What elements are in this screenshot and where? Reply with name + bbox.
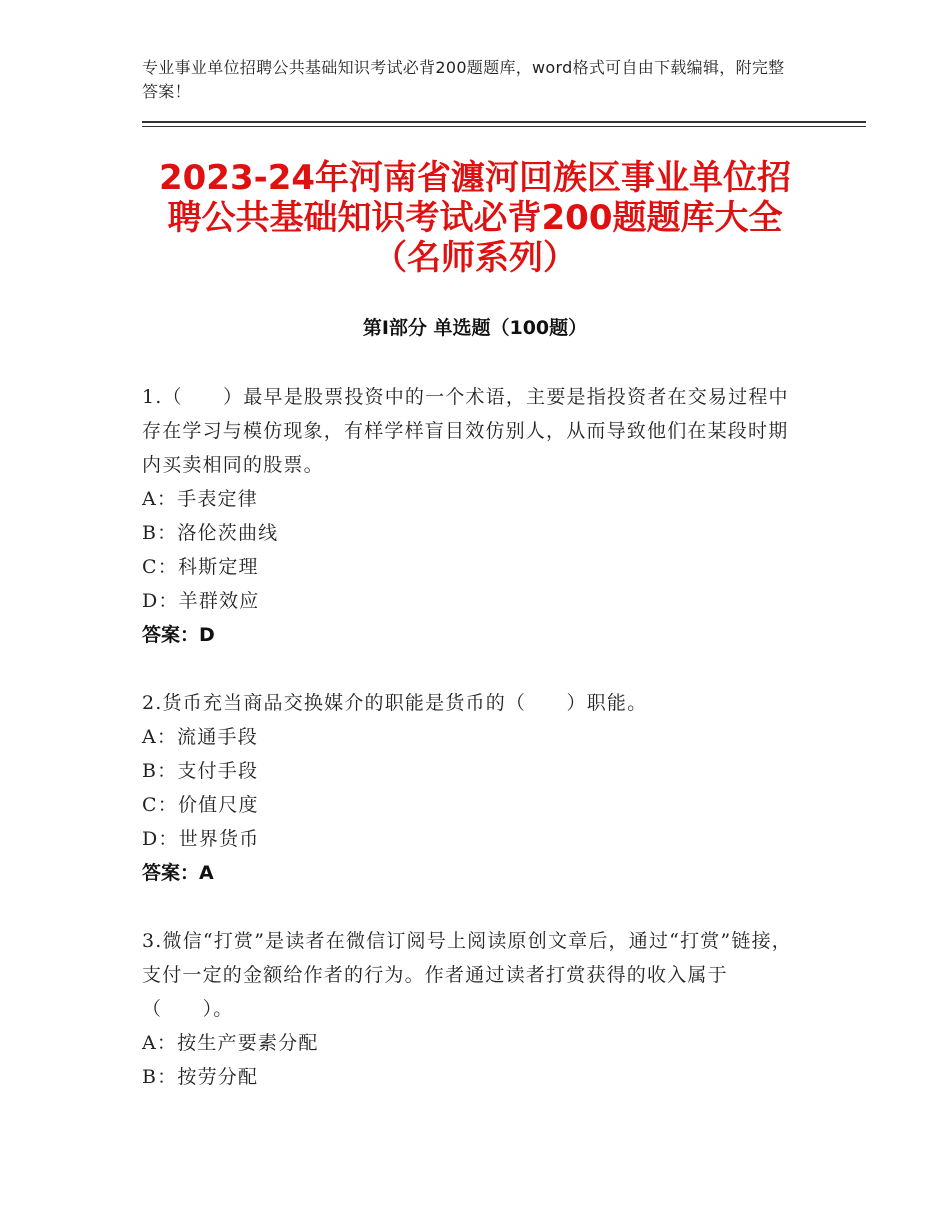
option-b: B：支付手段	[142, 760, 259, 782]
question-1	[142, 380, 808, 652]
option-a: A：按生产要素分配	[142, 1032, 319, 1054]
header-divider-thin	[142, 126, 866, 127]
question-stem: 3.微信“打赏”是读者在微信订阅号上阅读原创文章后，通过“打赏”链接，支付一定的金额给作者的行为。作者通过读者打赏获得的收入属于（ ）。	[142, 930, 792, 1020]
option-a: A：手表定律	[142, 488, 258, 510]
answer: 答案：A	[142, 862, 214, 884]
answer: 答案：D	[142, 624, 215, 646]
section-title: 第Ⅰ部分 单选题（100题）	[362, 317, 588, 339]
option-d: D：羊群效应	[142, 590, 260, 612]
option-c: C：价值尺度	[142, 794, 259, 816]
option-c: C：科斯定理	[142, 556, 259, 578]
question-stem: 2.货币充当商品交换媒介的职能是货币的（ ）职能。	[142, 692, 648, 714]
header-divider-thick	[142, 121, 866, 123]
option-b: B：洛伦茨曲线	[142, 522, 279, 544]
option-b: B：按劳分配	[142, 1066, 259, 1088]
question-spacer	[142, 890, 808, 924]
question-stem: 1.（ ）最早是股票投资中的一个术语，主要是指投资者在交易过程中存在学习与模仿现象，有样学样盲目效仿别人，从而导致他们在某段时期内买卖相同的股票。	[142, 386, 789, 476]
option-a: A：流通手段	[142, 726, 258, 748]
question-3	[142, 924, 808, 1094]
option-d: D：世界货币	[142, 828, 260, 850]
header-note: 专业事业单位招聘公共基础知识考试必背200题题库，word格式可自由下载编辑，附完整答案！	[142, 58, 785, 101]
question-2	[142, 686, 808, 890]
document-title: 2023-24年河南省瀍河回族区事业单位招聘公共基础知识考试必背200题题库大全（名师系列）	[158, 158, 792, 278]
question-spacer	[142, 652, 808, 686]
question-list	[142, 380, 808, 1094]
